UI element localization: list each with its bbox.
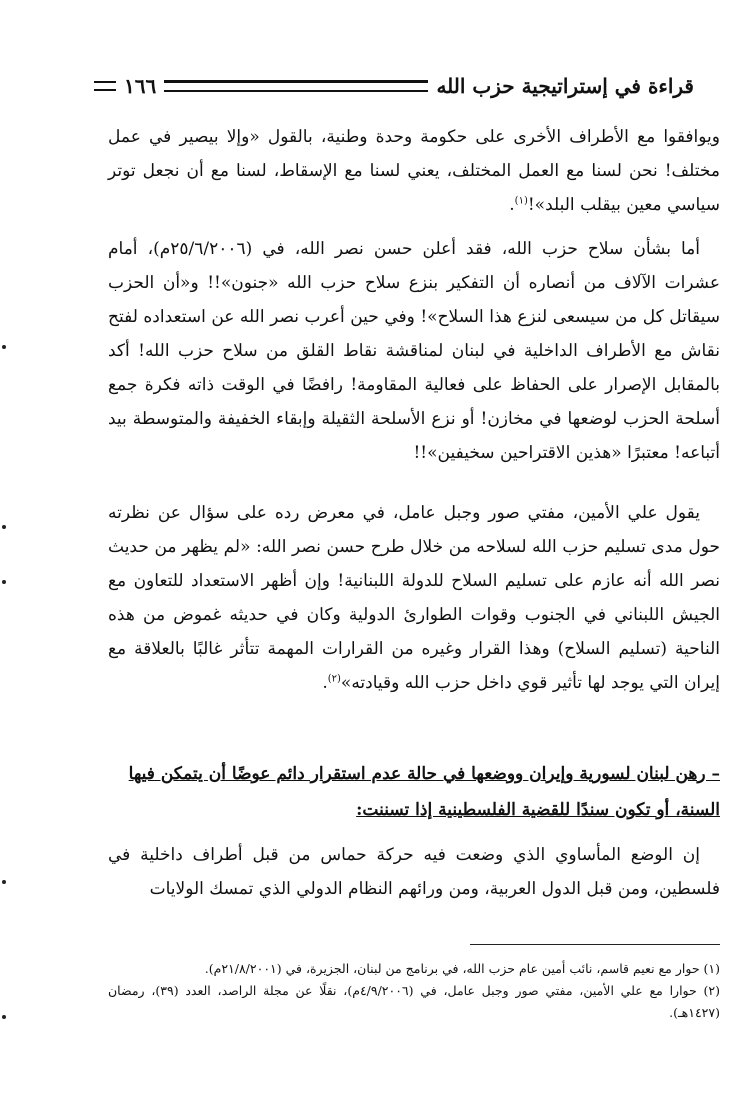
footnote: (٢) حوارا مع علي الأمين، مفتي صور وجبل عامل، في (٤/٩/٢٠٠٦م)، نقلًا عن مجلة الراصد، العدد (٣٩)، رمضان (١٤٢٧هـ). [108,983,720,1020]
footnote: (١) حوار مع نعيم قاسم، نائب أمين عام حزب الله، في برنامج من لبنان، الجزيرة، في (٢١/٨/٢٠٠١م). [204,961,720,976]
paragraph: إن الوضع المأساوي الذي وضعت فيه حركة حماس من قبل أطراف داخلية في فلسطين، ومن قبل الدول العربية، ومن ورائهم النظام الدولي الذي تمسك الولايات [108,845,720,899]
section-heading: – رهن لبنان لسورية وإيران ووضعها في حالة عدم استقرار دائم عوضًا أن يتمكن فيها السنة، أو تكون سندًا للقضية الفلسطينية إذا تسننت: [128,764,720,820]
body-block-3 [108,496,720,700]
body-block-4 [108,838,720,906]
paragraph: أما بشأن سلاح حزب الله، فقد أعلن حسن نصر الله، في (٢٥/٦/٢٠٠٦م)، أمام عشرات الآلاف من أنصاره أن التفكير بنزع سلاح حزب الله «جنون»!! و«أن الحزب سيقاتل كل من سيسعى لنزع هذا السلاح»! وفي حين أعرب نصر الله عن استعداده لفتح نقاش مع الأطراف الداخلية في لبنان لمناقشة نقاط القلق من سلاح حزب الله! أكد بالمقابل الإصرار على الحفاظ على فعالية المقاومة! رافضًا في الوقت ذاته فكرة جمع أسلحة الحزب لوضعها في مخازن! أو نزع الأسلحة الثقيلة وإبقاء الخفيفة والمتوسطة بيد أتباعه! معتبرًا «هذين الاقتراحين سخيفين»!! [108,239,720,463]
body-block-1 [108,120,720,222]
footnotes [108,958,720,1024]
scan-edge-mark [2,525,6,529]
body-block-2 [108,232,720,470]
scan-edge-mark [2,580,6,584]
scan-edge-mark [2,1015,6,1019]
running-header [94,70,694,102]
header-dash [94,81,116,91]
header-rule [164,80,428,92]
footnote-ref: (٢) [327,673,341,685]
running-title: قراءة في إستراتيجية حزب الله [436,74,694,98]
footnote-ref: (١) [514,195,528,207]
paragraph: ويوافقوا مع الأطراف الأخرى على حكومة وحدة وطنية، بالقول «وإلا بيصير في عمل مختلف! نحن لسنا مع العمل المختلف، يعني لسنا مع الإسقاط، لسنا مع أن نجعل توتر سياسي معين بيقلب البلد»!$^{(١)}$. [108,127,720,215]
footnote-divider [470,944,720,945]
paragraph: يقول علي الأمين، مفتي صور وجبل عامل، في معرض رده على سؤال عن نظرته حول مدى تسليم حزب الله لسلاحه من خلال طرح حسن نصر الله: «لم يظهر من حديث نصر الله أنه عازم على تسليم السلاح للدولة اللبنانية! وإن أظهر الاستعداد للتعاون مع الجيش اللبناني في الجنوب وقوات الطوارئ الدولية وكان في حديثه غموض من هذه الناحية (تسليم السلاح) وهذا القرار وغيره من القرارات المهمة تتأثر غالبًا بالعلاقة مع إيران التي يوجد لها تأثير قوي داخل حزب الله وقيادته»$^{(٢)}$. [108,503,720,693]
scan-edge-mark [2,345,6,349]
scan-edge-mark [2,880,6,884]
page-number: ١٦٦ [124,74,157,98]
